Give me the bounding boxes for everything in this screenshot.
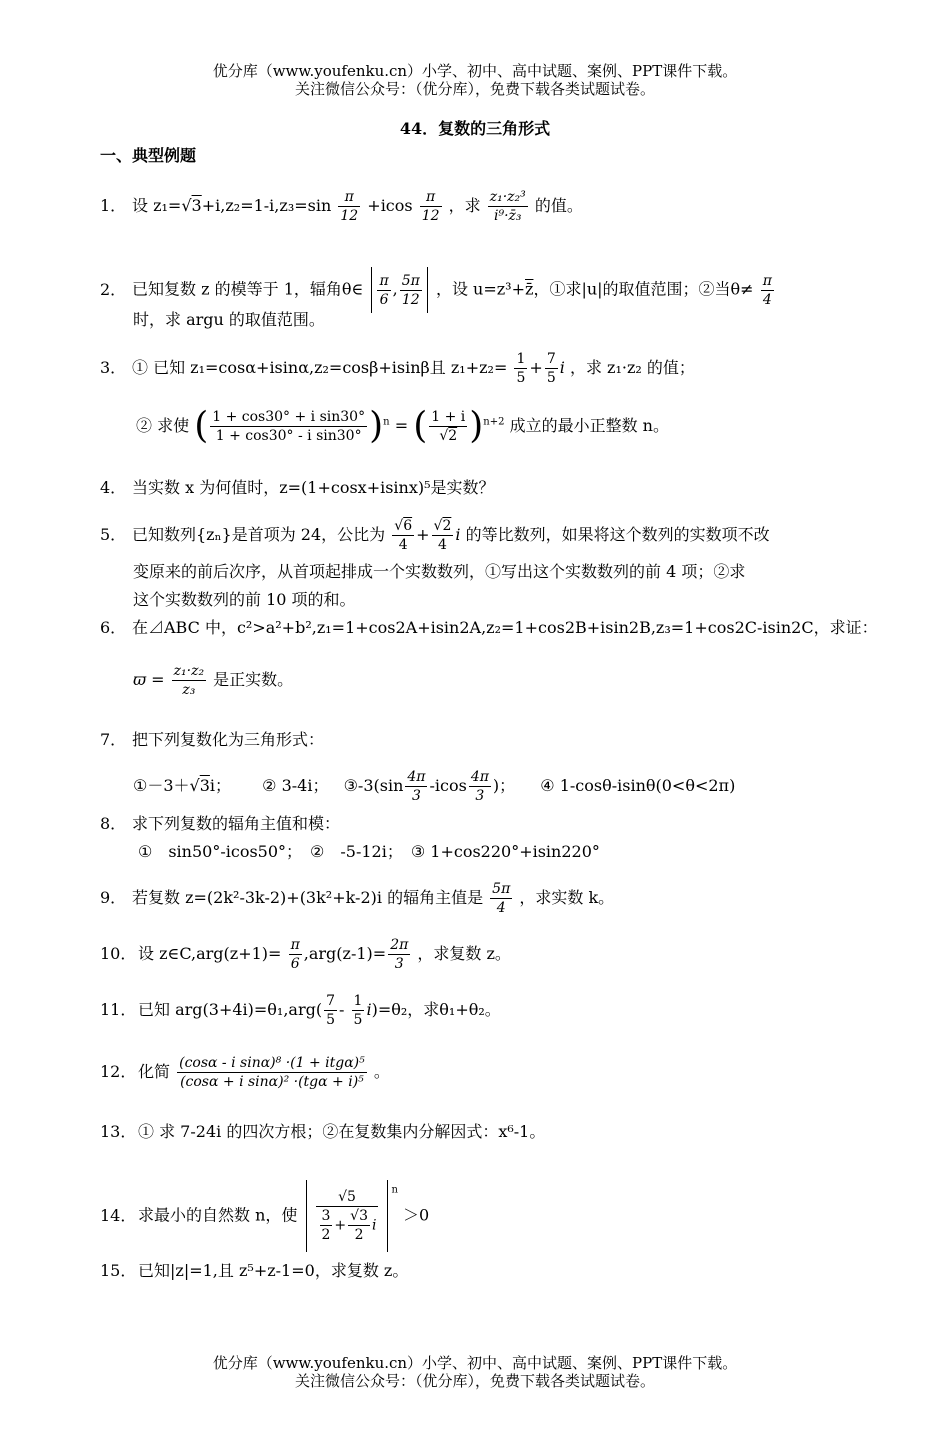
footer-line-1: 优分库（www.youfenku.cn）小学、初中、高中试题、案例、PPT课件下载。: [212, 1354, 738, 1372]
question-3: 3． ① 已知 z₁=cosα+isinα,z₂=cosβ+isinβ且 z₁+z₂= $\frac{1}{5}$ + $\frac{7}{5}$ i ，求 z₁·z₂ 的值；: [100, 351, 695, 386]
z-conjugate: z̄: [525, 279, 534, 299]
frac-1-5: $\frac{1}{5}$: [353, 993, 363, 1028]
frac-5pi-12: $\frac{5\pi}{12}$: [401, 272, 420, 308]
frac-pi-12: $\frac{\pi}{12}$: [421, 189, 440, 224]
question-15: 15． 已知|z|=1,且 z⁵+z-1=0，求复数 z。: [100, 1261, 409, 1280]
frac-5pi-4: $\frac{5\pi}{4}$: [492, 881, 511, 916]
frac-4pi-3: $\frac{4\pi}{3}$: [470, 769, 489, 804]
question-8-items: ① sin50°-icos50°； ② -5-12i； ③ 1+cos220°+isin220°: [138, 842, 600, 861]
question-14: 14． 求最小的自然数 n，使 √5 $\frac{3}{2}$ + $\frac{√3}{2}$ i $^n$ ＞0: [100, 1180, 429, 1252]
frac-simplify-expression: $\frac{\text{(cosα - i sinα)⁸ ·(1 + itgα)⁵}}{\text{(cosα + i sinα)² ·(tgα + i)⁵}}$: [179, 1055, 365, 1090]
question-7-items: ①－3＋√ 3i； ② 3-4i； ③-3(sin $\frac{4\pi}{3}$ -icos $\frac{4\pi}{3}$ )； ④ 1-cosθ-isinθ(0<θ<2π): [133, 768, 735, 805]
question-2: 2． 已知复数 z 的模等于 1，辐角θ∈ $\frac{\pi}{6}$ , $\frac{5\pi}{12}$ ，设 u=z³+z̄，①求|u|的取值范围；②当θ≠ $\frac{\pi}{4}$: [100, 267, 776, 313]
footer-line-2: 关注微信公众号：（优分库），免费下载各类试题试卷。: [294, 1372, 655, 1390]
frac-1-5: $\frac{1}{5}$: [516, 351, 526, 386]
question-5-line-2: 变原来的前后次序，从首项起排成一个实数数列，①写出这个实数数列的前 4 项；②求: [133, 562, 746, 581]
frac-7-5: $\frac{7}{5}$: [326, 993, 336, 1028]
frac-sqrt2-4: √ $\frac{2}{4}$: [432, 517, 454, 554]
frac-7-5: $\frac{7}{5}$: [546, 351, 556, 386]
question-8: 8． 求下列复数的辐角主值和模：: [100, 814, 341, 833]
question-5: 5． 已知数列{zₙ}是首项为 24，公比为 √ $\frac{6}{4}$ + √ $\frac{2}{4}$ i 的等比数列，如果将这个数列的实数项不改: [100, 517, 770, 554]
question-9: 9． 若复数 z=(2k²-3k-2)+(3k²+k-2)i 的辐角主值是 $\frac{5\pi}{4}$ ，求实数 k。: [100, 881, 615, 916]
question-10: 10． 设 z∈C,arg(z+1)= $\frac{\pi}{6}$ ,arg(z-1)= $\frac{2\pi}{3}$ ，求复数 z。: [100, 937, 511, 972]
header-line-2: 关注微信公众号：（优分库），免费下载各类试题试卷。: [294, 80, 655, 98]
frac-sqrt5-over-sum: √5 $\frac{3}{2}$ + $\frac{√3}{2}$ i: [316, 1188, 379, 1244]
header-line-1: 优分库（www.youfenku.cn）小学、初中、高中试题、案例、PPT课件下载。: [212, 62, 738, 80]
frac-pi-6: $\frac{\pi}{6}$: [290, 937, 300, 972]
frac-z1z2-z3: $\frac{\text{z₁·z₂}}{\text{z₃}}$: [173, 663, 205, 698]
question-12: 12． 化简 $\frac{\text{(cosα - i sinα)⁸ ·(1 + itgα)⁵}}{\text{(cosα + i sinα)² ·(tgα + i)⁵}}$ 。: [100, 1055, 390, 1090]
question-6-cont: ϖ = $\frac{\text{z₁·z₂}}{\text{z₃}}$ 是正实数。: [133, 663, 294, 698]
question-11: 11． 已知 arg(3+4i)=θ₁,arg( $\frac{7}{5}$ - $\frac{1}{5}$ i)=θ₂，求θ₁+θ₂。: [100, 993, 501, 1028]
question-5-line-3: 这个实数数列的前 10 项的和。: [133, 590, 356, 609]
question-2-cont: 时，求 argu 的取值范围。: [133, 310, 325, 329]
question-4: 4． 当实数 x 为何值时，z=(1+cosx+isinx)⁵是实数？: [100, 478, 495, 497]
question-6: 6． 在⊿ABC 中，c²>a²+b²,z₁=1+cos2A+isin2A,z₂=1+cos2B+isin2B,z₃=1+cos2C-isin2C，求证：: [100, 618, 878, 637]
frac-sqrt6-4: √ $\frac{6}{4}$: [392, 517, 414, 554]
frac-pi-4: $\frac{\pi}{4}$: [762, 272, 772, 308]
section-heading: 一、典型例题: [100, 146, 197, 165]
page-title: 44．复数的三角形式: [399, 119, 551, 138]
sqrt-3: √ 3: [181, 196, 201, 216]
frac-1i-sqrt2: 1 + i √ 2: [429, 408, 467, 445]
question-3-part-2: ② 求使 ( $\frac{\text{1 + cos30° + i sin30°}}{\text{1 + cos30° - i sin30°}}$ )$^n$ = ( 1 + i √ 2 )$^{n+2}$ 成立的最小正整数 n。: [136, 408, 669, 445]
question-13: 13． ① 求 7-24i 的四次方根；②在复数集内分解因式：x⁶-1。: [100, 1122, 546, 1141]
frac-cos30: $\frac{\text{1 + cos30° + i sin30°}}{\text{1 + cos30° - i sin30°}}$: [212, 409, 366, 444]
frac-pi-12: $\frac{\pi}{12}$: [340, 189, 359, 224]
frac-4pi-3: $\frac{4\pi}{3}$: [407, 769, 426, 804]
question-1: 1． 设 z₁=√ 3+i,z₂=1-i,z₃=sin $\frac{\pi}{12}$ +icos $\frac{\pi}{12}$ ，求 $\frac{\text{z₁·z₂³}}{\text{i⁹·z̄₃}}$ 的值。: [100, 188, 583, 225]
question-7: 7． 把下列复数化为三角形式：: [100, 730, 325, 749]
frac-pi-6: $\frac{\pi}{6}$: [379, 272, 389, 308]
frac-2pi-3: $\frac{2\pi}{3}$: [390, 937, 409, 972]
frac-z1z2-over-i9z3: $\frac{\text{z₁·z₂³}}{\text{i⁹·z̄₃}}$: [489, 189, 526, 224]
